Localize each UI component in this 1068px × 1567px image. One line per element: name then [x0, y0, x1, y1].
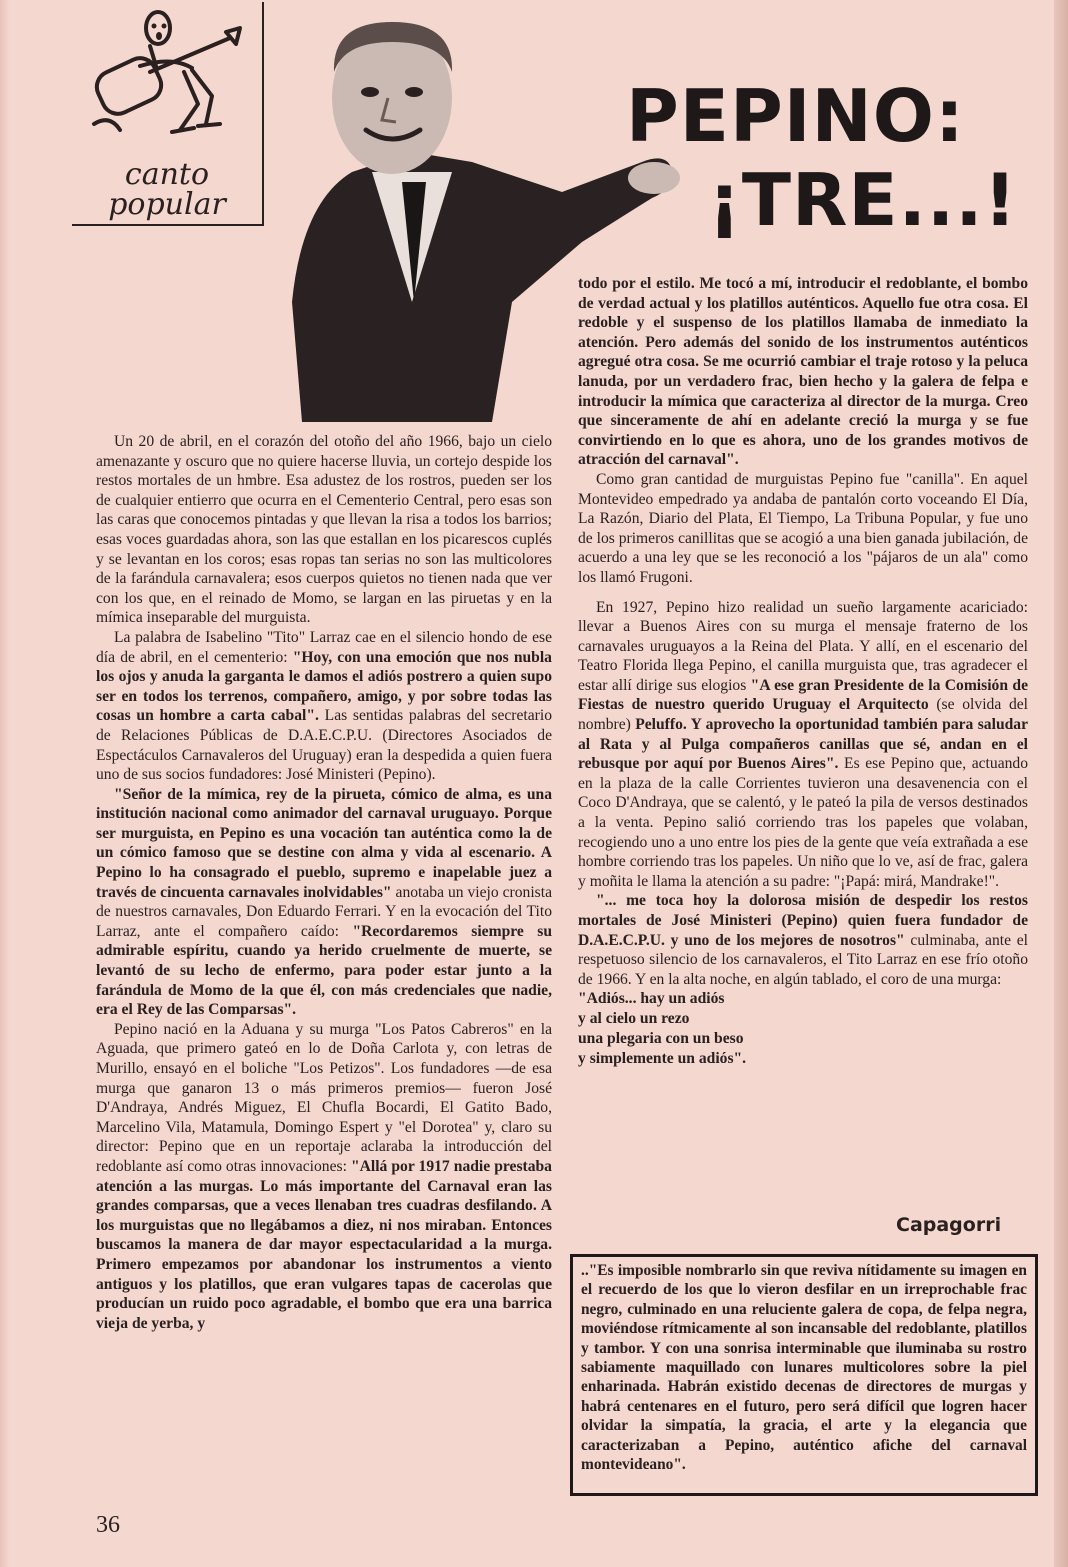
- headline-line-1: PEPINO:: [626, 74, 965, 158]
- left-p3-text-b: anotaba un viejo cronista de nuestros carnavales, Don Eduardo Ferrari. Y en la evocación del Tito Larraz, ante el compañero caído:: [96, 883, 552, 940]
- right-paragraph-1: [578, 274, 1028, 470]
- left-paragraph-3: [96, 785, 552, 1020]
- paragraph-gap: [578, 588, 1028, 598]
- guitar-player-cartoon-icon: [80, 6, 250, 156]
- right-p1-quote: todo por el estilo. Me tocó a mí, introducir el redoblante, el bombo de verdad actual y los platillos auténticos. Aquello fue otra cosa. El redoble y el suspenso de los platillos llamaba de inmediato la atención. Pero además del sonido de los instrumentos auténticos agregué otra cosa. Se me ocurrió cambiar el traje rotoso y la peluca lanuda, por un verdadero frac, bien hecho y la galera de felpa e introducir la mímica que caracteriza al director de la murga. Creo que sinceramente de ahí en adelante creció la murga y se fue convirtiendo en lo que es ahora, uno de los grandes motivos de atracción del carnaval".: [578, 275, 1028, 469]
- right-p3-quote-b: "A ese gran Presidente de la Comisión de Fiestas de nuestro querido Uruguay el Arquitecto: [578, 676, 1028, 714]
- left-paragraph-1: Un 20 de abril, en el corazón del otoño del año 1966, bajo un cielo amenazante y oscuro que no quiere hacerse lluvia, un cortejo despide los restos mortales de un hmbre. Esa adustez de los rostros, pueden ser los de cualquier entierro que ocurra en el Cementerio Central, pero esas son las caras que conocemos pintadas y que llevan la risa a todos los barrios; esas voces guardadas ahora, son las que estallan en los picarescos cuplés y se levantan en los coros; esas ropas tan serias no son las multicolores de la farándula carnavalera; esos cuerpos quietos no tienen nada que ver con los que, en el reinado de Momo, se largan en las piruetas y en la mímica inseparable del murguista.: [96, 433, 552, 627]
- murga-poem: [578, 989, 1028, 1069]
- poem-line: y al cielo un rezo: [578, 1010, 690, 1028]
- right-column: [578, 274, 1028, 1069]
- right-p3-text-a: En 1927, Pepino hizo realidad un sueño largamente acariciado: llevar a Buenos Aires con su murga el mensaje fraterno de los carnavales uruguayos a la Reina del Plata. Y allí, en el escenario del Teatro Florida llega Pepino, el canilla murguista que, tras agradecer el estar allí dirige sus elogios: [578, 598, 1028, 694]
- right-paragraph-3: [578, 598, 1028, 892]
- right-paragraph-4: [578, 891, 1028, 989]
- left-column: [96, 432, 552, 1333]
- left-paragraph-4: [96, 1020, 552, 1334]
- poem-line: "Adiós... hay un adiós: [578, 990, 725, 1008]
- right-p4-text-b: culminaba, ante el respetuoso silencio de los carnavaleros, el Tito Larraz en ese frío otoño de 1966. Y en la alta noche, en algún tablado, el coro de una murga:: [578, 931, 1028, 988]
- logo-line-1: canto: [124, 157, 210, 192]
- left-p3-quote-a: "Señor de la mímica, rey de la pirueta, cómico de alma, es una institución nacional como animador del carnaval uruguayo. Porque ser murguista, en Pepino es una vocación tan auténtica como la de un cómico famoso que se destine con alma y vida al escenario. A Pepino lo ha consagrado el pueblo, supremo e inapelable juez a través de cincuenta carnavales inolvidables": [96, 785, 552, 901]
- right-p3-quote-d: Peluffo. Y aprovecho la oportunidad también para saludar al Rata y al Pulga compañeros canillas que sé, andan en el rebusque por aquí por Buenos Aires".: [578, 716, 1029, 773]
- right-p3-text-c: (se olvida del nombre): [578, 696, 1029, 734]
- left-p2-text-a: La palabra de Isabelino "Tito" Larraz cae en el silencio hondo de ese día de abril, en el cementerio:: [96, 628, 552, 666]
- page-number: 36: [96, 1512, 120, 1538]
- page-binding-edge: [1054, 0, 1068, 1567]
- right-paragraph-2: Como gran cantidad de murguistas Pepino fue "canilla". En aquel Montevideo empedrado ya andaba de pantalón corto voceando El Día, La Razón, Diario del Plata, El Tiempo, La Tribuna Popular, y fue uno de los primeros canillitas que se acogió a una bien ganada jubilación, de acuerdo a una ley que se les reconoció a los "pájaros de un ala" como los llamó Frugoni.: [578, 470, 1028, 586]
- canto-popular-logo: [72, 2, 264, 226]
- logo-line-2: popular: [108, 187, 226, 222]
- left-p2-text-c: Las sentidas palabras del secretario de Relaciones Públicas de D.A.E.C.P.U. (Directores Asociados de Espectáculos Carnavaleros del Uruguay) eran la despedida a quien fuera uno de sus socios fundadores: José Ministeri (Pepino).: [96, 707, 552, 784]
- headline-line-2: ¡TRE...!: [708, 158, 1018, 242]
- poem-line: una plegaria con un beso: [578, 1030, 744, 1048]
- left-p2-quote: "Hoy, con una emoción que nos nubla los ojos y anuda la garganta le damos el adiós postrero a quien supo ser en todos los terrenos, compañero, amigo, y por sobre todas las cosas un hombre a carta cabal".: [96, 648, 552, 725]
- logo-text: [72, 157, 262, 222]
- right-p3-text-e: Es ese Pepino que, actuando en la plaza de la calle Corrientes tuvieron una desavenencia con el Coco D'Andraya, que se calentó, y le pateó la pila de versos destinados a la venta. Pepino salió corriendo tras los papeles que volaban, recogiendo uno a uno entre los pies de la gente que veía extrañada a ese hombre corriendo tras los papeles. Un niño que lo ve, así de frac, galera y moñita le llama la atención a su padre: "¡Papá: mirá, Mandrake!".: [578, 755, 1029, 890]
- right-p4-quote-a: "... me toca hoy la dolorosa misión de despedir los restos mortales de José Ministeri (Pepino) quien fuera fundador de D.A.E.C.P.U. y uno de los mejores de nosotros": [578, 892, 1028, 949]
- page-left-edge: [0, 0, 10, 1567]
- left-paragraph-2: [96, 628, 552, 785]
- author-byline: Capagorri: [896, 1214, 1002, 1236]
- poem-line: y simplemente un adiós".: [578, 1050, 747, 1068]
- boxed-quote-text: .."Es imposible nombrarlo sin que reviva nítidamente su imagen en el recuerdo de los que lo vieron desfilar en un irreprochable frac negro, culminado en una reluciente galera de copa, de felpa negra, moviéndose rítmicamente al son incansable del redoblante, platillos y tambor. Y con una sonrisa interminable que iluminaba su rostro sabiamente maquillado con lunares multicolores sobre la piel enharinada. Habrán existido decenas de directores de murgas y habrá centenares en el futuro, pero será difícil que logren hacer olvidar la simpatía, la gracia, el arte y la elegancia que caracterizaban a Pepino, auténtico afiche del carnaval montevideano".: [581, 1262, 1027, 1474]
- left-p3-quote-c: "Recordaremos siempre su admirable espíritu, cuando ya herido cruelmente de muerte, se levantó de su lecho de enfermo, para poder estar junto a la farándula de Momo de la que él, con más credenciales que nadie, era el Rey de las Comparsas".: [96, 922, 552, 1019]
- left-p4-text-a: Pepino nació en la Aduana y su murga "Los Patos Cabreros" en la Aguada, que primero gateó en lo de Doña Carlota y, con letras de Murillo, ensayó en el boliche "Los Petizos". Los fundadores —de esa murga que ganaron 13 o más primeros premios— fueron José D'Andraya, Andrés Miguez, El Chufla Bocardi, El Gatito Bado, Marcelino Vila, Matamula, Domingo Espert y "el Dorotea" y, claro su director: Pepino que en un reportaje aclaraba la introducción del redoblante así como otras innovaciones:: [96, 1020, 552, 1175]
- boxed-quote: [570, 1254, 1038, 1496]
- left-p4-quote-b: "Allá por 1917 nadie prestaba atención a las murgas. Lo más importante del Carnaval eran las grandes comparsas, que a veces llenaban tres cuadras desfilando. A los murguistas que no llegábamos a diez, ni nos miraban. Entonces buscamos la manera de dar mayor espectacularidad a la murga. Primero empezamos por abandonar los instrumentos a viento antiguos y los platillos, que eran vulgares tapas de cacerolas que producían un ruido poco agradable, el bombo que era una barrica vieja de yerba, y: [96, 1157, 552, 1332]
